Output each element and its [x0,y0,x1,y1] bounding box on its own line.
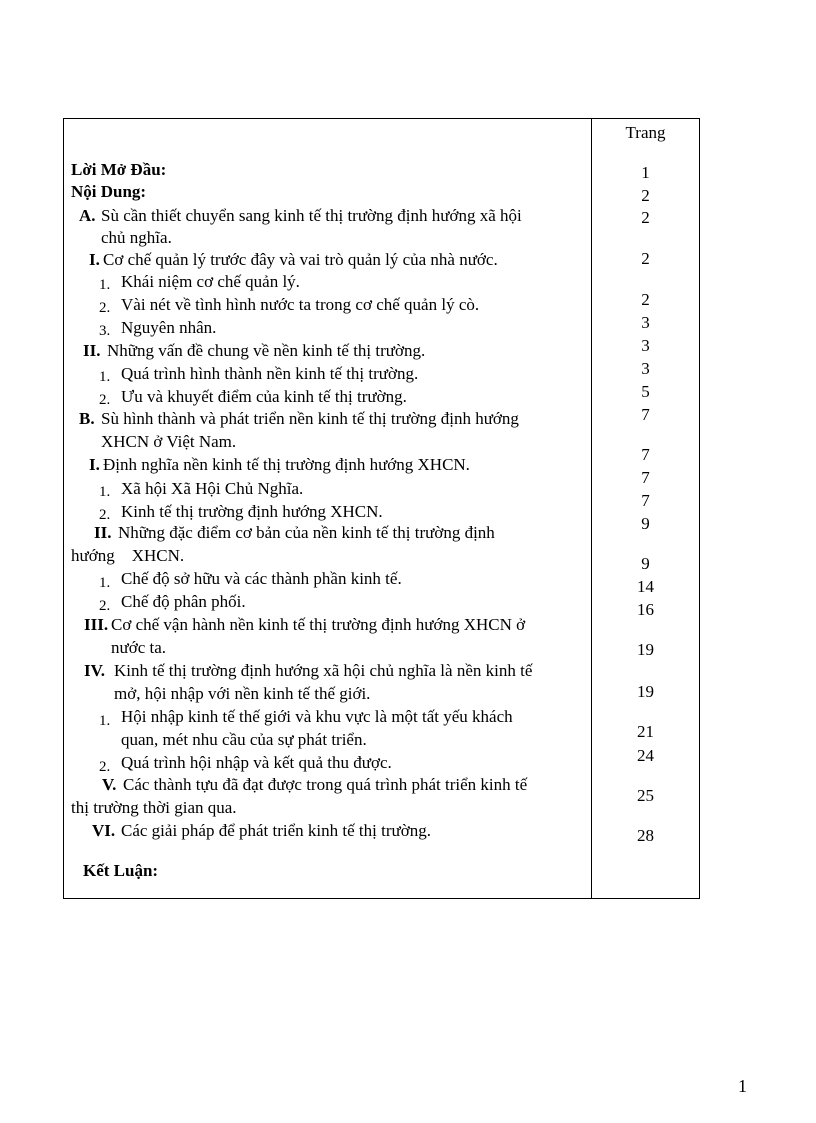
page-ref: 3 [641,313,650,332]
section-prefix: III. [84,615,109,634]
page-ref: 9 [641,554,650,573]
item-number: 2. [99,507,111,523]
item-number: 1. [99,713,111,729]
toc-entry-line: chủ nghĩa. [101,228,172,247]
toc-entry-line: Sù hình thành và phát triển nền kinh tế thị trường định hướng [101,409,519,428]
item-number: 2. [99,392,111,408]
section-prefix: V. [102,775,117,794]
toc-entry: Khái niệm cơ chế quản lý. [121,272,300,291]
toc-heading: Kết Luận: [83,861,159,880]
toc-entry-line: Các thành tựu đã đạt được trong quá trình phát triển kinh tế [123,775,528,794]
toc-entry: Những vấn đề chung về nền kinh tế thị trường. [107,341,426,360]
item-number: 2. [99,300,111,316]
toc-entry-line: hướng XHCN. [71,546,185,565]
page-ref: 24 [637,746,654,765]
item-number: 1. [99,277,111,293]
page-ref: 2 [641,249,650,268]
toc-entry: Cơ chế quản lý trước đây và vai trò quản lý của nhà nước. [103,250,498,269]
item-number: 1. [99,575,111,591]
toc-entry-line: Hội nhập kinh tế thế giới và khu vực là một tất yếu khách [121,707,513,726]
toc-entry: Xã hội Xã Hội Chủ Nghĩa. [121,479,304,498]
section-prefix: II. [94,523,112,542]
toc-entry: Các giải pháp để phát triển kinh tế thị trường. [121,821,431,840]
page-ref: 3 [641,359,650,378]
page-ref: 7 [641,445,650,464]
page-ref: 19 [637,640,654,659]
page-ref: 2 [641,290,650,309]
page-ref: 9 [641,514,650,533]
toc-heading: Nội Dung: [71,182,147,201]
toc-entry-line: Kinh tế thị trường định hướng xã hội chủ nghĩa là nền kinh tế [114,661,533,680]
toc-table [63,118,700,899]
page-ref: 2 [641,208,650,227]
section-prefix: I. [89,455,100,474]
toc-entry-line: Cơ chế vận hành nền kinh tế thị trường định hướng XHCN ở [111,615,526,634]
item-number: 1. [99,484,111,500]
toc-entry: Nguyên nhân. [121,318,217,337]
column-header: Trang [625,123,666,142]
section-prefix: I. [89,250,100,269]
toc-entry-line: XHCN ở Việt Nam. [101,432,237,451]
page-ref: 7 [641,468,650,487]
page-ref: 16 [637,600,654,619]
section-prefix: IV. [84,661,105,680]
item-number: 3. [99,323,111,339]
section-prefix: A. [79,206,96,225]
section-prefix: VI. [92,821,116,840]
toc-entry: Chế độ phân phối. [121,592,246,611]
item-number: 1. [99,369,111,385]
toc-entry-line: Sù cần thiết chuyển sang kinh tế thị trường định hướng xã hội [101,206,522,225]
toc-entry-line: mở, hội nhập với nền kinh tế thế giới. [114,684,371,703]
page-ref: 5 [641,382,650,401]
section-prefix: II. [83,341,101,360]
toc-entry: Kinh tế thị trường định hướng XHCN. [121,502,383,521]
toc-entry: Chế độ sở hữu và các thành phần kinh tế. [121,569,402,588]
toc-entry-line: Những đặc điểm cơ bản của nền kinh tế thị trường định [118,523,495,542]
toc-entry-line: nước ta. [111,638,167,657]
page-ref: 3 [641,336,650,355]
page-ref: 19 [637,682,654,701]
page-ref: 14 [637,577,654,596]
page-ref: 28 [637,826,654,845]
toc-entry: Vài nét về tình hình nước ta trong cơ chế quản lý cò. [121,295,480,314]
toc-entry: Ưu và khuyết điểm của kinh tế thị trường. [121,387,407,406]
item-number: 2. [99,598,111,614]
item-number: 2. [99,759,111,775]
toc-entry: Quá trình hình thành nền kinh tế thị trường. [121,364,419,383]
page-ref: 1 [641,163,650,182]
page-number: 1 [738,1076,747,1096]
page-ref: 7 [641,405,650,424]
section-prefix: B. [79,409,95,428]
toc-entry-line: thị trường thời gian qua. [71,798,237,817]
page-ref: 25 [637,786,654,805]
page-ref: 7 [641,491,650,510]
toc-entry-line: quan, mét nhu cầu của sự phát triển. [121,730,367,749]
toc-heading: Lời Mở Đầu: [71,160,167,179]
page-ref: 21 [637,722,654,741]
toc-entry: Định nghĩa nền kinh tế thị trường định hướng XHCN. [103,455,470,474]
page-ref: 2 [641,186,650,205]
toc-entry: Quá trình hội nhập và kết quả thu được. [121,753,392,772]
